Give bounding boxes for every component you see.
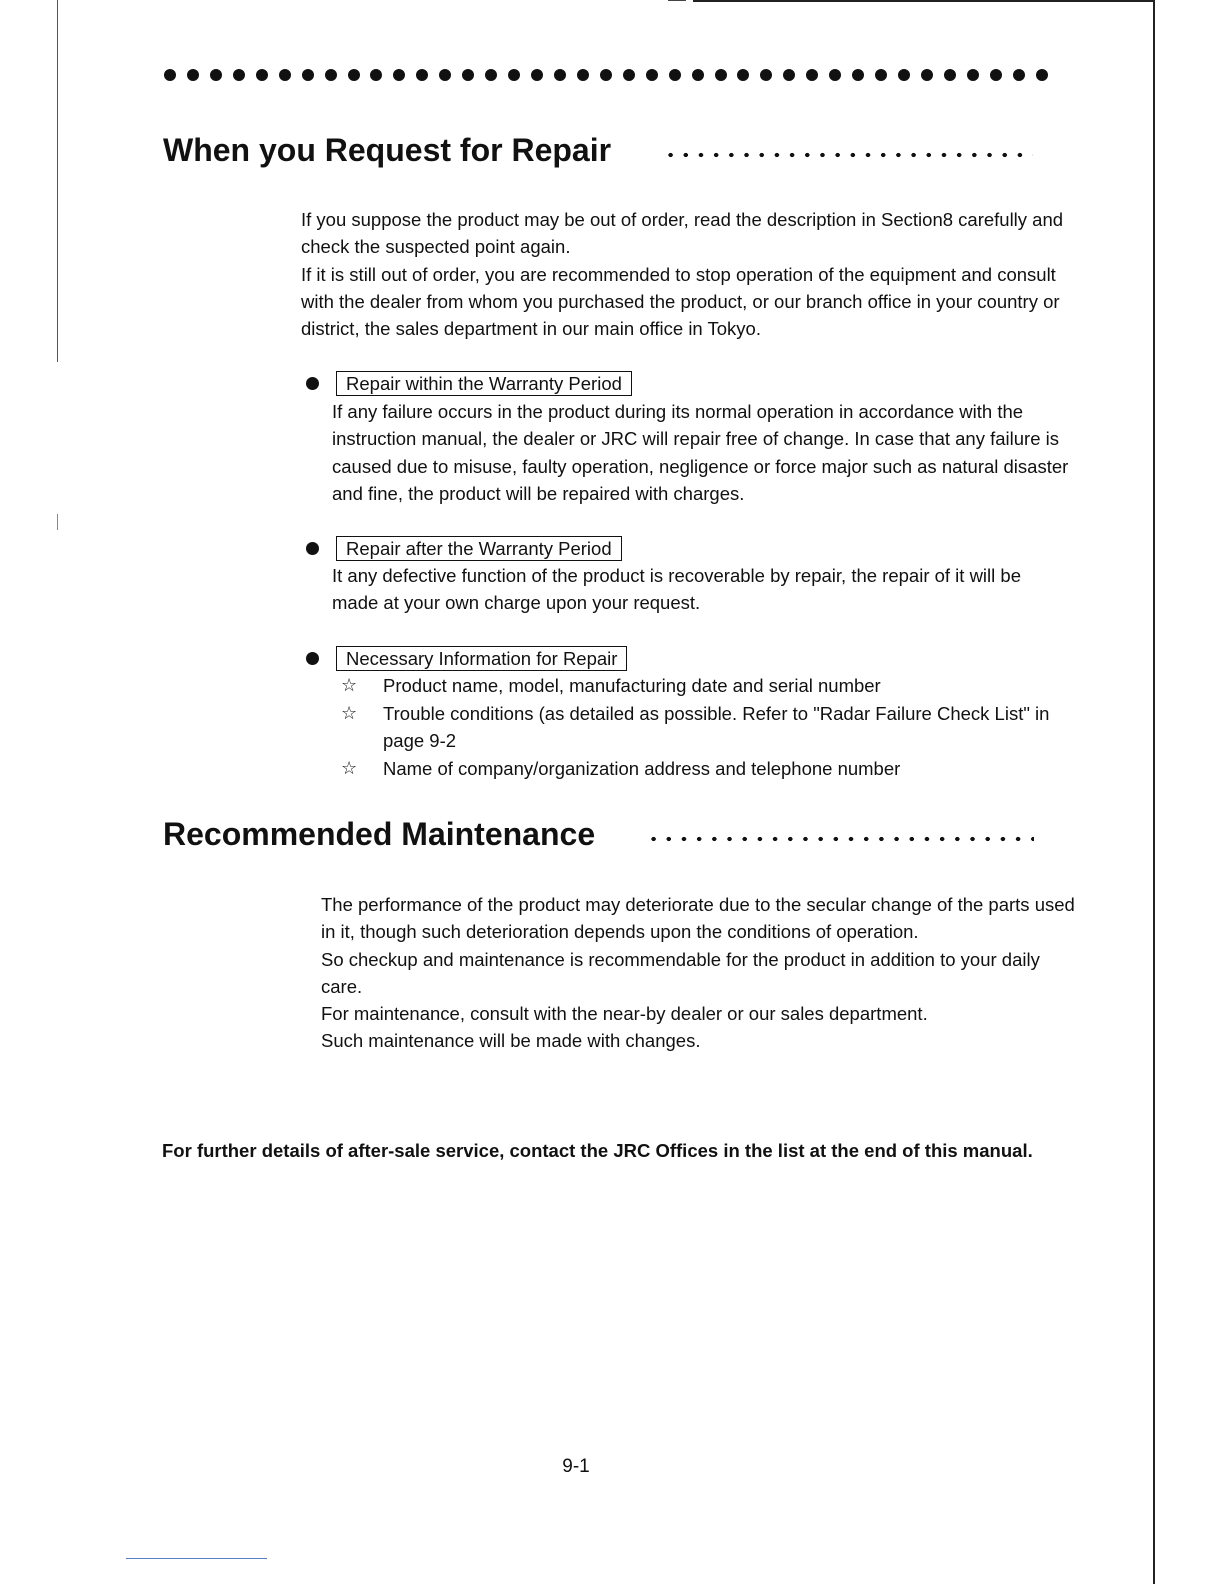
decorative-dot [646, 69, 658, 81]
decorative-dot [737, 69, 749, 81]
decorative-dot [1013, 69, 1025, 81]
heading-dot-leader [646, 836, 1034, 842]
scan-edge-top-mark [668, 0, 686, 1]
decorative-dot [806, 69, 818, 81]
decorative-dot [508, 69, 520, 81]
bullet-icon [306, 652, 319, 665]
maintenance-text-2: So checkup and maintenance is recommendable for the product in addition to your daily care. [321, 948, 1040, 997]
decorative-dot [325, 69, 337, 81]
warranty-period-label: Repair within the Warranty Period [336, 371, 632, 396]
scan-edge-bottom [126, 1558, 267, 1559]
decorative-dot [921, 69, 933, 81]
decorative-dot [898, 69, 910, 81]
decorative-dot [1036, 69, 1048, 81]
decorative-dot [279, 69, 291, 81]
warranty-period-text: If any failure occurs in the product during its normal operation in accordance with the instruction manual, the dealer or JRC will repair free of change. In case that any failure is caused due to misuse, faulty operation, negligence or force major such as natural disaster and fine, the product will be repaired with charges. [332, 401, 1069, 504]
decorative-dot [370, 69, 382, 81]
intro-paragraph [301, 206, 1071, 342]
list-item: Name of company/organization address and telephone number [383, 758, 901, 779]
scan-edge-left [57, 0, 58, 362]
intro-text-1: If you suppose the product may be out of order, read the description in Section8 carefully and check the suspected point again. [301, 209, 1064, 258]
scan-edge-left-mark [57, 514, 58, 530]
maintenance-text-1: The performance of the product may deteriorate due to the secular change of the parts used in it, though such deterioration depends upon the conditions of operation. [321, 894, 1075, 943]
decorative-dot [187, 69, 199, 81]
decorative-dot [623, 69, 635, 81]
section-heading-maintenance: Recommended Maintenance [163, 816, 596, 852]
decorative-dot [829, 69, 841, 81]
decorative-dot [760, 69, 772, 81]
bullet-icon [306, 377, 319, 390]
after-warranty-text: It any defective function of the product is recoverable by repair, the repair of it will be made at your own charge upon your request. [332, 565, 1021, 614]
decorative-dot [164, 69, 176, 81]
bullet-icon [306, 542, 319, 555]
decorative-dot [715, 69, 727, 81]
intro-text-2: If it is still out of order, you are recommended to stop operation of the equipment and consult with the dealer from whom you purchased the product, or our branch office in your country or district, the sales department in our main office in Tokyo. [301, 263, 1060, 340]
decorative-dot [302, 69, 314, 81]
decorative-dot [577, 69, 589, 81]
decorative-dot [875, 69, 887, 81]
decorative-dot-row [164, 67, 1048, 83]
decorative-dot [783, 69, 795, 81]
list-item: Trouble conditions (as detailed as possible. Refer to "Radar Failure Check List" in page 9-2 [383, 703, 1050, 752]
decorative-dot [692, 69, 704, 81]
maintenance-paragraph [321, 891, 1081, 1055]
necessary-info-label: Necessary Information for Repair [336, 646, 627, 671]
closing-note: For further details of after-sale service, contact the JRC Offices in the list at the end of this manual. [162, 1140, 1033, 1161]
decorative-dot [600, 69, 612, 81]
decorative-dot [967, 69, 979, 81]
maintenance-text-4: Such maintenance will be made with changes. [321, 1030, 701, 1052]
decorative-dot [348, 69, 360, 81]
decorative-dot [256, 69, 268, 81]
decorative-dot [210, 69, 222, 81]
decorative-dot [531, 69, 543, 81]
section-heading-repair: When you Request for Repair [163, 132, 612, 168]
decorative-dot [852, 69, 864, 81]
star-icon: ☆ [341, 758, 358, 778]
decorative-dot [416, 69, 428, 81]
decorative-dot [669, 69, 681, 81]
scan-edge-right [1153, 0, 1155, 1584]
decorative-dot [554, 69, 566, 81]
list-item: Product name, model, manufacturing date and serial number [383, 675, 881, 696]
after-warranty-label: Repair after the Warranty Period [336, 536, 622, 561]
scan-edge-top [693, 0, 1155, 2]
star-icon: ☆ [341, 675, 358, 695]
decorative-dot [393, 69, 405, 81]
maintenance-text-3: For maintenance, consult with the near-by dealer or our sales department. [321, 1003, 928, 1025]
page-number: 9-1 [562, 1456, 590, 1477]
decorative-dot [462, 69, 474, 81]
decorative-dot [439, 69, 451, 81]
decorative-dot [233, 69, 245, 81]
decorative-dot [944, 69, 956, 81]
decorative-dot [990, 69, 1002, 81]
heading-dot-leader [663, 152, 1033, 158]
star-icon: ☆ [341, 703, 358, 723]
decorative-dot [485, 69, 497, 81]
